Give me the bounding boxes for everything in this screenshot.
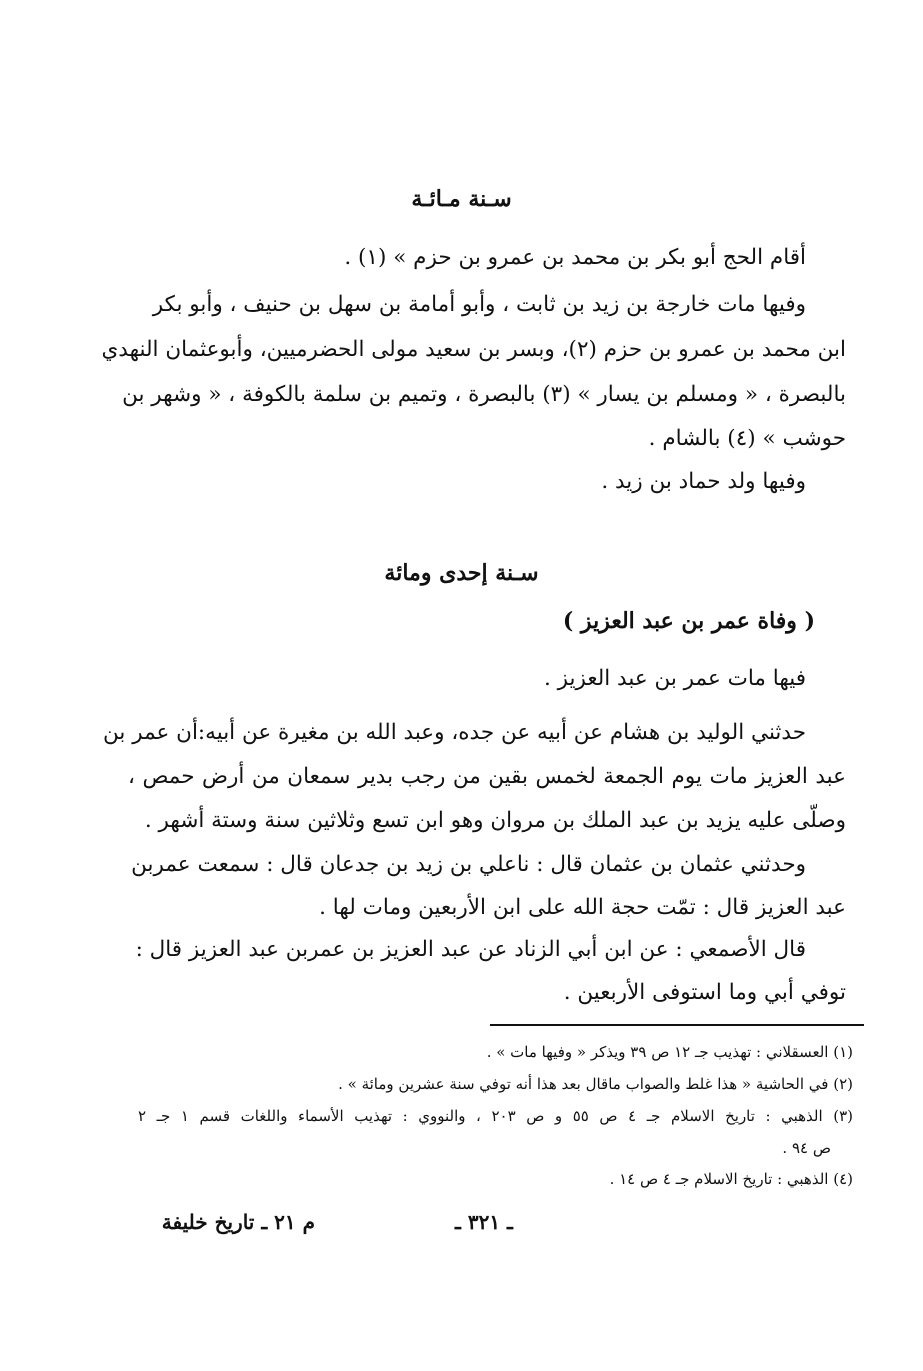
section-heading-year-100: سـنة مـائـة (411, 186, 512, 212)
paragraph-asmai-line-1: قال الأصمعي : عن ابن أبي الزناد عن عبد العزيز بن عمربن عبد العزيز قال : (135, 937, 806, 962)
paragraph-uthman-line-2: عبد العزيز قال : تمّت حجة الله على ابن الأربعين ومات لها . (319, 895, 846, 920)
paragraph-walid-line-1: حدثني الوليد بن هشام عن أبيه عن جده، وعبد الله بن مغيرة عن أبيه:أن عمر بن (103, 720, 806, 745)
book-signature: م ٢١ ـ تاريخ خليفة (161, 1210, 315, 1234)
paragraph-umar-death: فيها مات عمر بن عبد العزيز . (543, 666, 806, 691)
section-heading-year-101: سـنة إحدى ومائة (384, 560, 539, 586)
paragraph-deaths-line-1: وفيها مات خارجة بن زيد بن ثابت ، وأبو أمامة بن سهل بن حنيف ، وأبو بكر (152, 292, 806, 317)
subheading-death-of-umar: ( وفاة عمر بن عبد العزيز ) (562, 608, 815, 634)
paragraph-deaths-line-4: حوشب » (٤) بالشام . (648, 426, 846, 451)
paragraph-asmai-line-2: توفي أبي وما استوفى الأربعين . (563, 980, 846, 1005)
paragraph-deaths-line-3: بالبصرة ، « ومسلم بن يسار » (٣) بالبصرة ، وتميم بن سلمة بالكوفة ، « وشهر بن (122, 382, 846, 407)
footnote-3-line-2: ص ٩٤ . (782, 1139, 831, 1157)
page-number: ـ ٣٢١ ـ (455, 1210, 513, 1234)
footnote-1: (١) العسقلاني : تهذيب جـ ١٢ ص ٣٩ ويذكر « وفيها مات » . (486, 1043, 853, 1061)
paragraph-deaths-line-2: ابن محمد بن عمرو بن حزم (٢)، وبسر بن سعيد مولى الحضرميين، وأبوعثمان النهدي (101, 337, 846, 362)
footnote-3-line-1: (٣) الذهبي : تاريخ الاسلام جـ ٤ ص ٥٥ و ص ٢٠٣ ، والنووي : تهذيب الأسماء واللغات قسم ١ جـ ٢ (138, 1107, 854, 1125)
paragraph-walid-line-3: وصلّى عليه يزيد بن عبد الملك بن مروان وهو ابن تسع وثلاثين سنة وستة أشهر . (144, 808, 846, 833)
footnote-4: (٤) الذهبي : تاريخ الاسلام جـ ٤ ص ١٤ . (609, 1170, 853, 1188)
paragraph-hajj-leader: أقام الحج أبو بكر بن محمد بن عمرو بن حزم » (١) . (344, 245, 806, 270)
paragraph-walid-line-2: عبد العزيز مات يوم الجمعة لخمس بقين من رجب بدير سمعان من أرض حمص ، (128, 764, 846, 789)
footnote-2: (٢) في الحاشية « هذا غلط والصواب ماقال بعد هذا أنه توفي سنة عشرين ومائة » . (338, 1075, 853, 1093)
paragraph-births: وفيها ولد حماد بن زيد . (601, 469, 806, 494)
footnote-divider (490, 1024, 864, 1026)
paragraph-uthman-line-1: وحدثني عثمان بن عثمان قال : ناعلي بن زيد بن جدعان قال : سمعت عمربن (131, 852, 806, 877)
